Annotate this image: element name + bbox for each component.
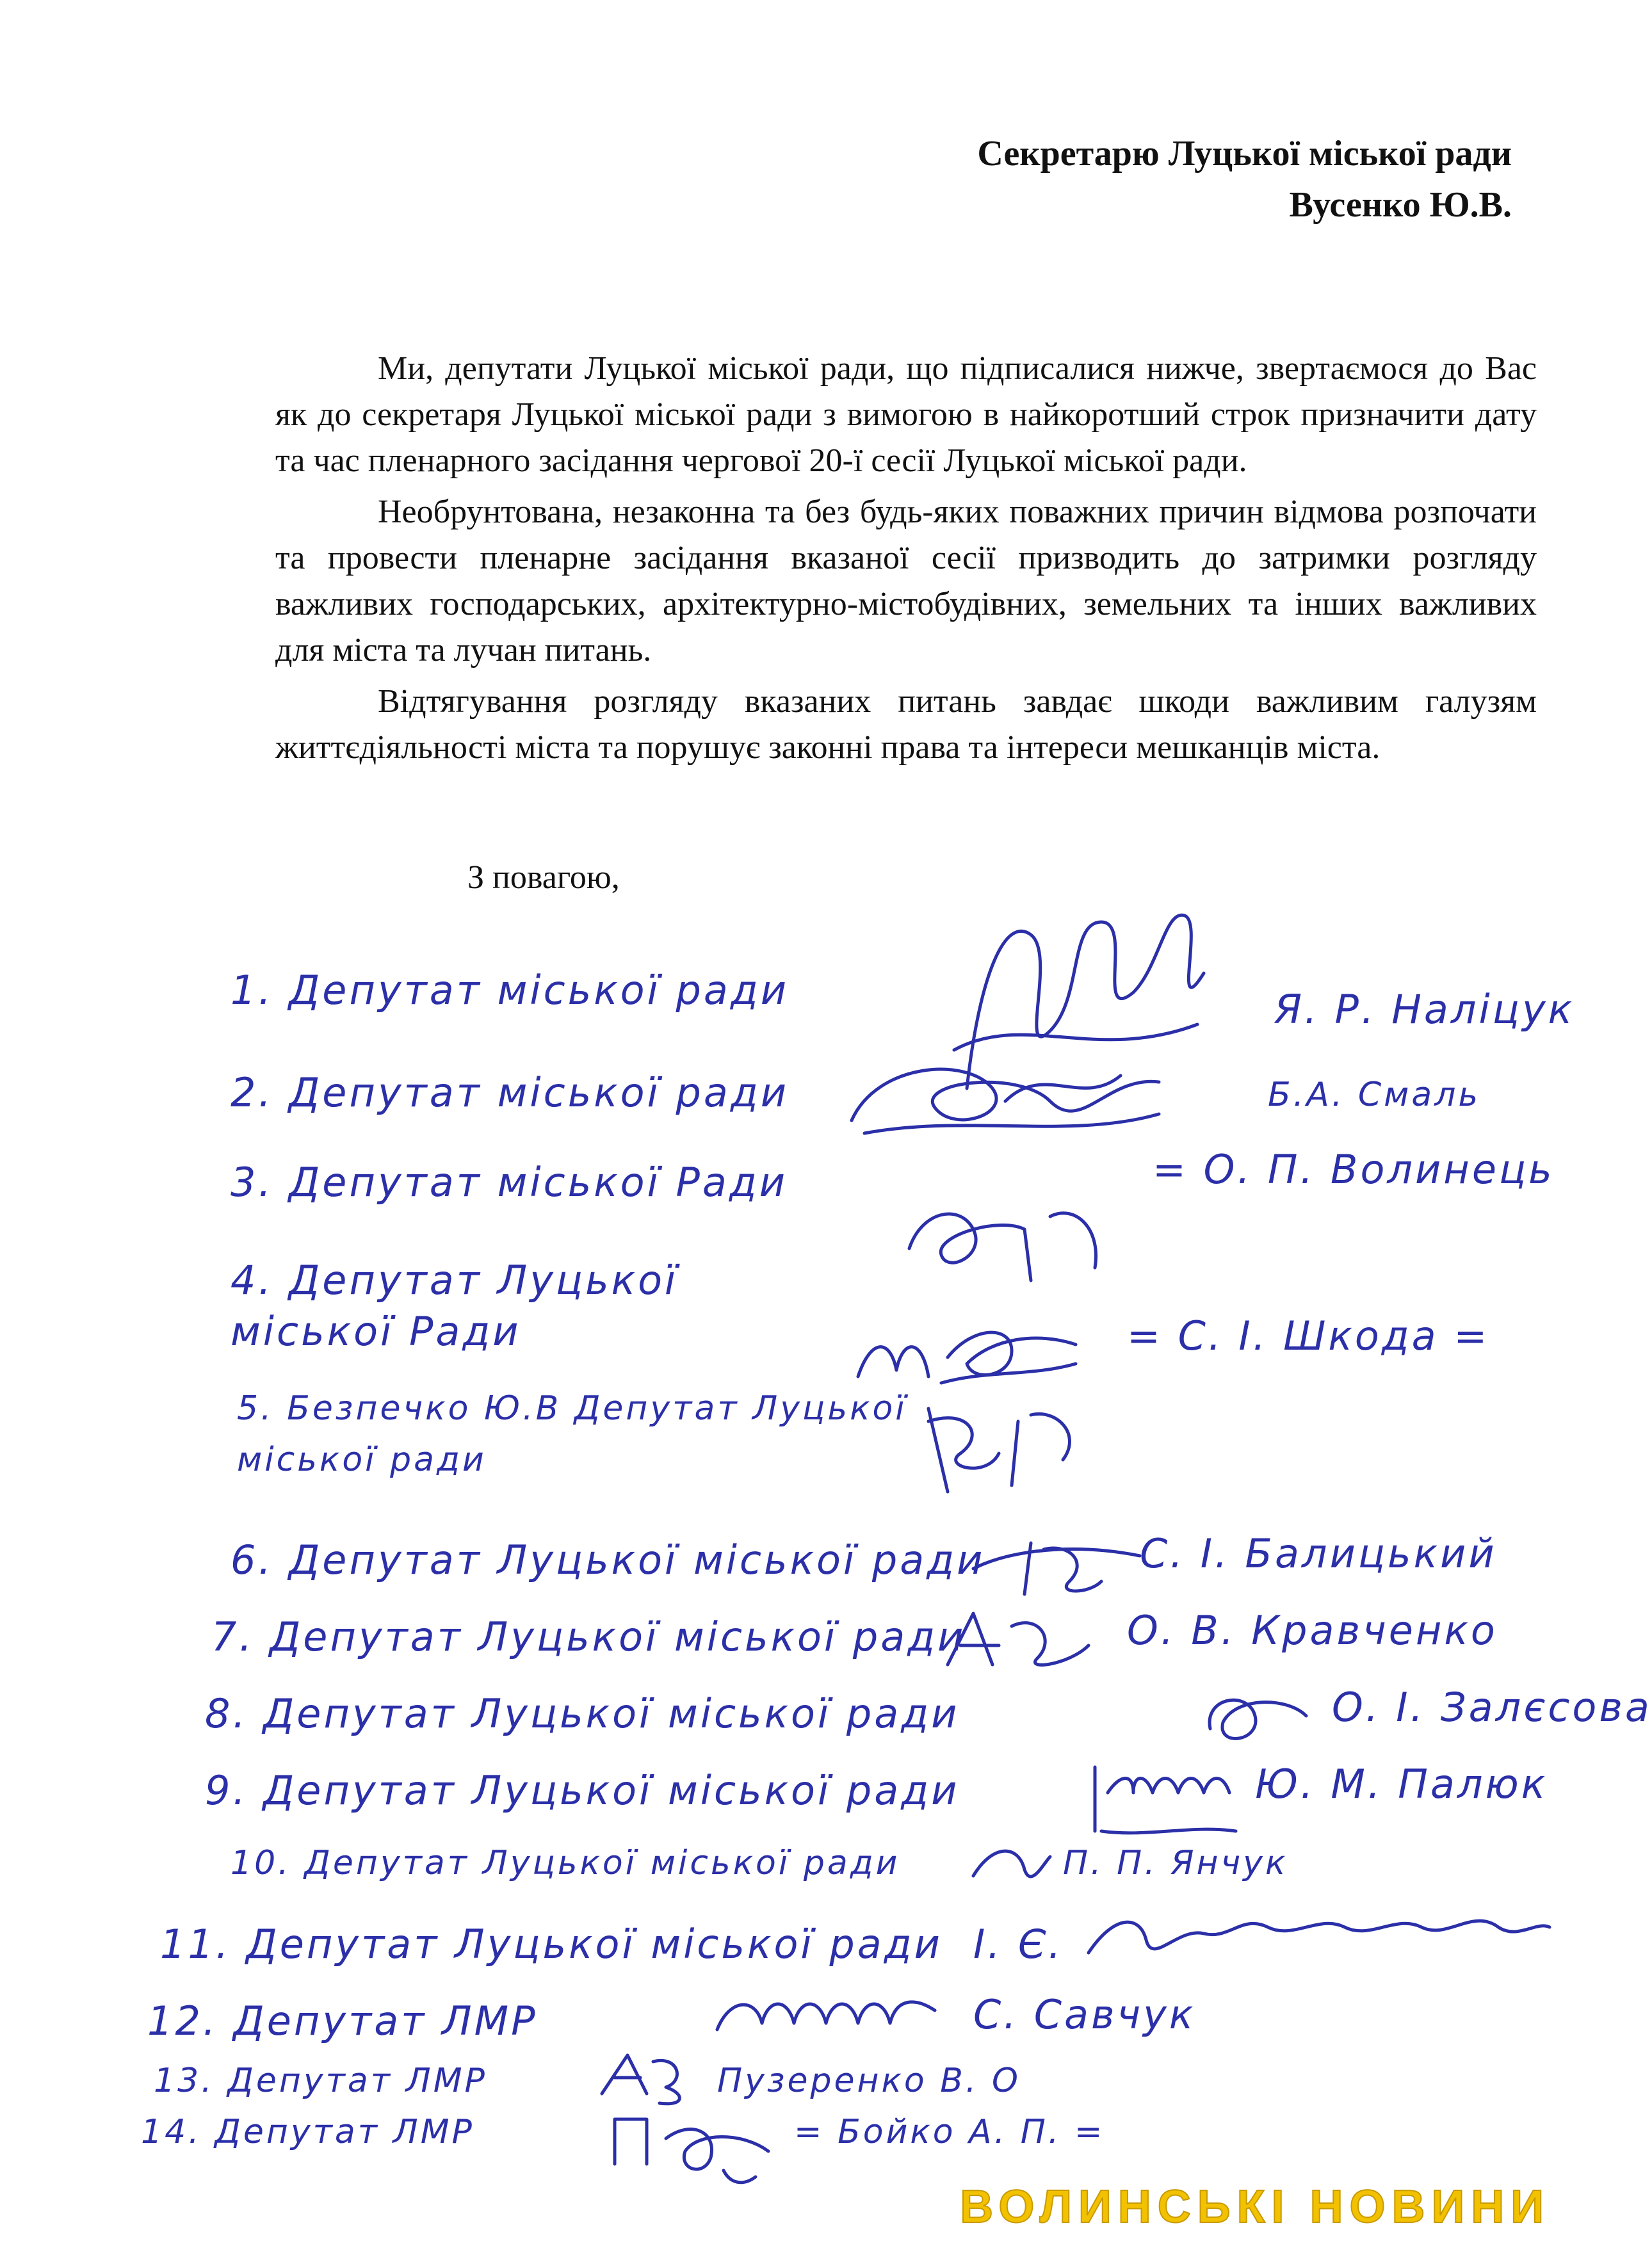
signature-role: 10. Депутат Луцької міської ради — [231, 1844, 900, 1882]
handwritten-signature — [1191, 1684, 1319, 1754]
signer-name: = С. І. Шкода = — [1127, 1313, 1490, 1359]
paragraph: Ми, депутати Луцької міської ради, що підписалися нижче, звертаємося до Вас як до секретаря Луцької міської ради з вимогою в найкоротший строк призначити дату та час пленарного засідання чергової 20-ї сесії Луцької міської ради. — [275, 350, 1537, 479]
watermark-logo: ВОЛИНСЬКІ НОВИНИ — [960, 2181, 1550, 2233]
signature-role: 1. Депутат міської ради — [231, 967, 790, 1014]
letter-body — [275, 346, 1537, 776]
addressee-block — [615, 128, 1512, 230]
signer-name: Пузеренко В. О — [717, 2062, 1021, 2100]
addressee-title: Секретарю Луцької міської ради — [977, 134, 1512, 174]
handwritten-signature — [884, 1191, 1127, 1287]
handwritten-signature — [589, 2042, 692, 2106]
signer-name: Ю. М. Палюк — [1255, 1761, 1548, 1807]
signer-name: І. Є. — [973, 1921, 1064, 1967]
signer-name: О. В. Кравченко — [1127, 1607, 1498, 1654]
signature-role: 2. Депутат міської ради — [231, 1069, 790, 1116]
handwritten-signature — [1076, 1902, 1562, 1978]
handwritten-signature — [960, 1530, 1153, 1601]
handwritten-signature — [928, 1601, 1121, 1677]
signature-list — [0, 909, 1652, 2151]
handwritten-signature — [1082, 1754, 1242, 1844]
signer-name: С. І. Балицький — [1140, 1530, 1497, 1577]
signer-name: С. Савчук — [973, 1991, 1196, 2038]
signer-name: = Бойко А. П. = — [794, 2113, 1105, 2151]
signature-role: 3. Депутат міської Ради — [231, 1159, 788, 1206]
paragraph: Необрунтована, незаконна та без будь-яких поважних причин відмова розпочати та провести пленарне засідання вказаної сесії призводить до затримки розгляду важливих господарських, архітектурно-містобудівних, земельних та інших важливих для міста та лучан питань. — [275, 494, 1537, 668]
handwritten-signature — [903, 1396, 1108, 1505]
signature-role: 7. Депутат Луцької міської ради — [211, 1613, 966, 1660]
signature-role: 5. Безпечко Ю.В Депутат Луцької міської ради — [237, 1389, 907, 1479]
signature-role: 6. Депутат Луцької міської ради — [231, 1537, 985, 1583]
paragraph: Відтягування розгляду вказаних питань завдає шкоди важливим галузям життєдіяльності міста та порушує законні права та інтереси мешканців міста. — [275, 683, 1537, 766]
signer-name: О. І. Залєсова — [1332, 1684, 1652, 1731]
signature-role: 4. Депутат Луцької міської Ради — [231, 1257, 679, 1355]
handwritten-signature — [602, 2106, 794, 2190]
signer-name: П. П. Янчук — [1063, 1844, 1288, 1882]
signature-role: 14. Депутат ЛМР — [141, 2113, 474, 2151]
closing-phrase: З повагою, — [467, 859, 620, 896]
signature-role: 12. Депутат ЛМР — [147, 1998, 538, 2044]
signer-name: Я. Р. Наліцук — [1274, 986, 1575, 1033]
handwritten-signature — [960, 1838, 1057, 1889]
signature-role: 8. Депутат Луцької міської ради — [205, 1690, 960, 1737]
addressee-name: Вусенко Ю.В. — [1289, 185, 1512, 225]
signature-role: 11. Депутат Луцької міської ради — [160, 1921, 943, 1967]
signature-role: 13. Депутат ЛМР — [154, 2062, 487, 2100]
handwritten-signature — [704, 1985, 948, 2055]
handwritten-signature — [839, 1050, 1172, 1146]
signer-name: Б.А. Смаль — [1268, 1076, 1481, 1114]
signature-role: 9. Депутат Луцької міської ради — [205, 1767, 960, 1814]
signer-name: = О. П. Волинець — [1153, 1146, 1555, 1193]
